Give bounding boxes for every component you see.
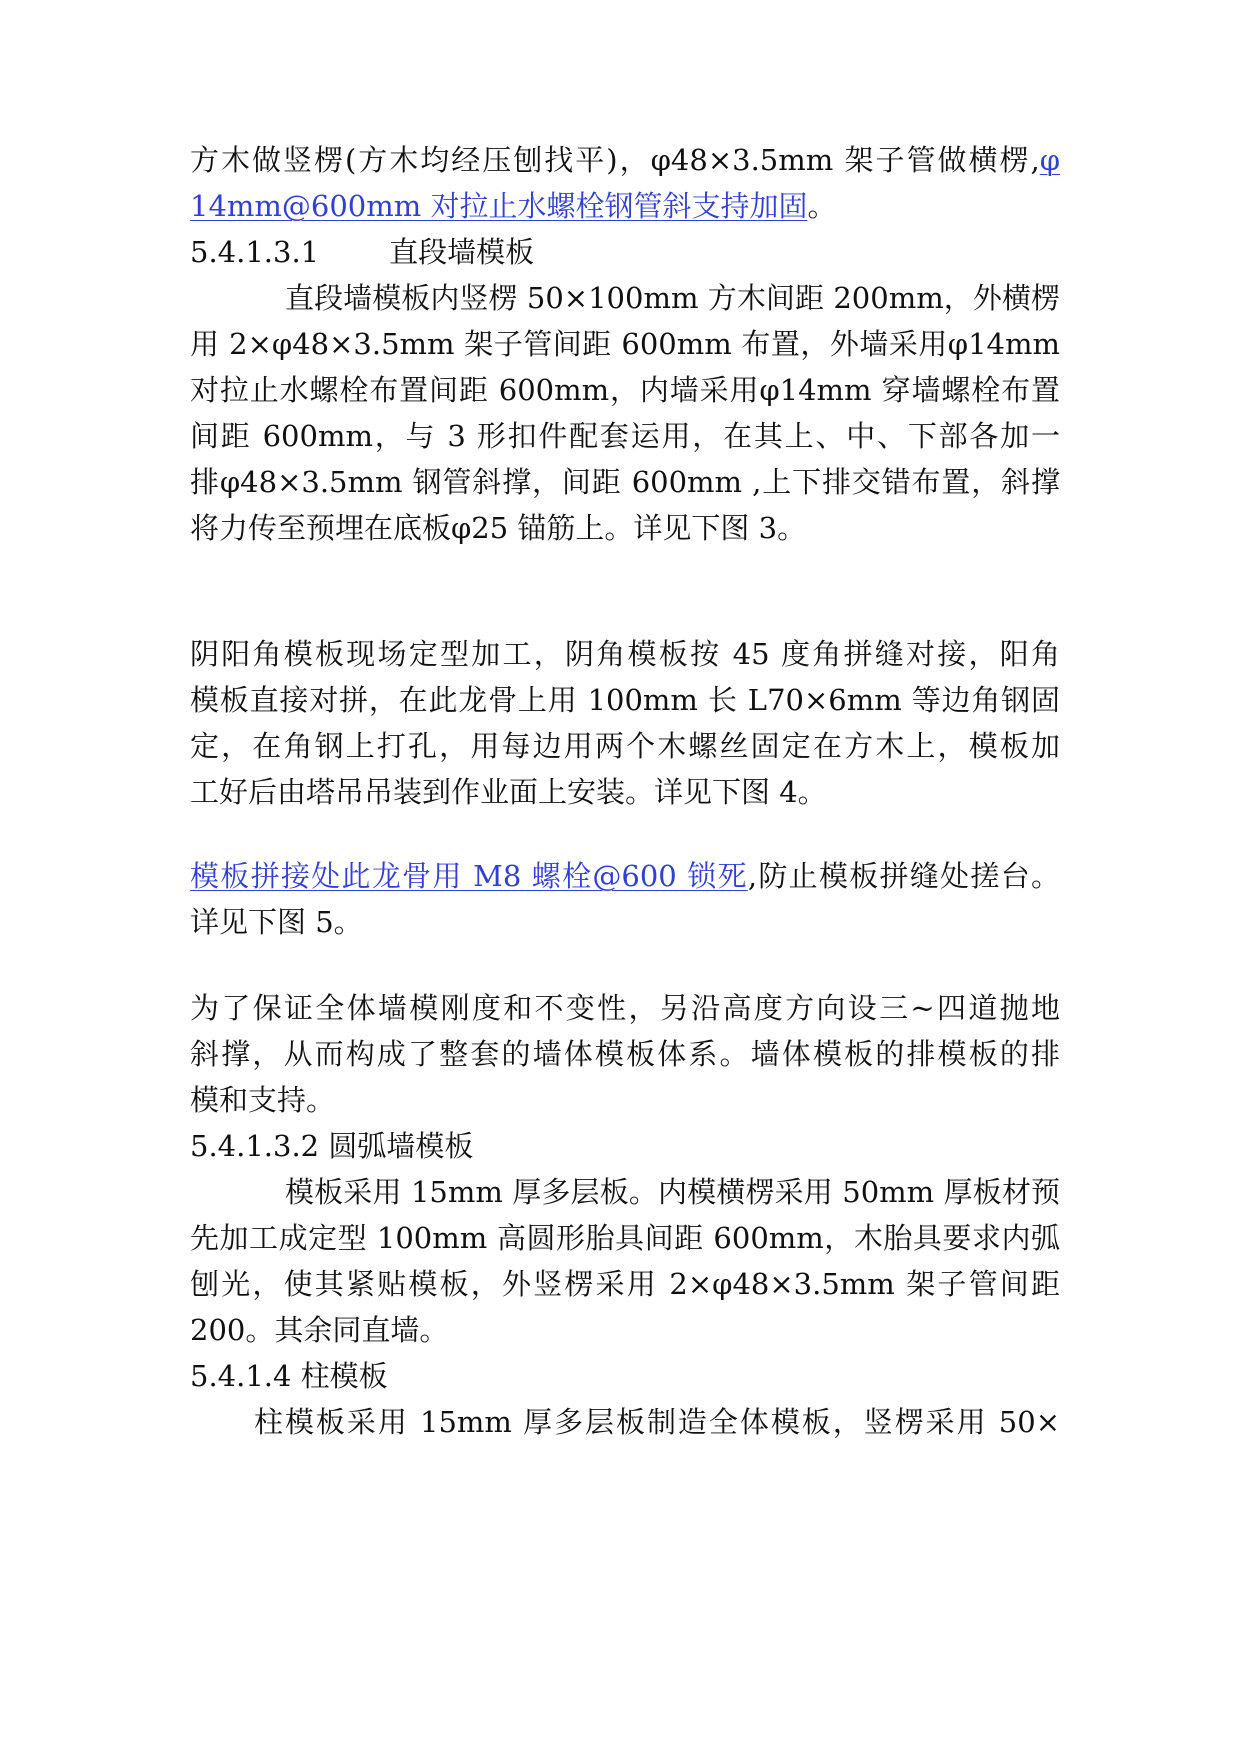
paragraph-line: 排φ48×3.5mm 钢管斜撑，间距 600mm ,上下排交错布置，斜撑 [190, 465, 1060, 499]
section-heading: 5.4.1.4 柱模板 [190, 1359, 388, 1393]
text-span: ,防止模板拼缝处搓台。 [747, 859, 1061, 893]
section-heading [190, 228, 1060, 276]
paragraph-line [190, 852, 1060, 900]
paragraph-line: 详见下图 5。 [190, 905, 363, 939]
section-heading: 5.4.1.3.2 圆弧墙模板 [190, 1129, 474, 1163]
paragraph-line: 模板采用 15mm 厚多层板。内模横楞采用 50mm 厚板材预 [285, 1175, 1060, 1209]
paragraph-line: 斜撑，从而构成了整套的墙体模板体系。墙体模板的排模板的排 [190, 1037, 1060, 1071]
paragraph-line: 将力传至预埋在底板φ25 锚筋上。详见下图 3。 [190, 511, 807, 545]
paragraph-line: 模板直接对拼，在此龙骨上用 100mm 长 L70×6mm 等边角钢固 [190, 683, 1060, 717]
paragraph-line: 对拉止水螺栓布置间距 600mm，内墙采用φ14mm 穿墙螺栓布置 [190, 373, 1060, 407]
paragraph-line: 刨光，使其紧贴模板，外竖楞采用 2×φ48×3.5mm 架子管间距 [190, 1267, 1060, 1301]
paragraph-line: 阴阳角模板现场定型加工，阴角模板按 45 度角拼缝对接，阳角 [190, 637, 1060, 671]
section-number: 5.4.1.3.1 [190, 235, 320, 269]
text-span: 方木做竖楞(方木均经压刨找平)，φ48×3.5mm 架子管做横楞, [190, 143, 1040, 177]
paragraph-line: 柱模板采用 15mm 厚多层板制造全体模板，竖楞采用 50× [254, 1405, 1060, 1439]
paragraph-line: 为了保证全体墙模刚度和不变性，另沿高度方向设三~四道抛地 [190, 991, 1060, 1025]
paragraph-line: 直段墙模板内竖楞 50×100mm 方木间距 200mm，外横楞 [285, 281, 1060, 315]
paragraph-line: 模和支持。 [190, 1083, 336, 1117]
hyperlink[interactable]: φ [1039, 143, 1060, 177]
text-line [190, 182, 1060, 230]
paragraph-line: 定，在角钢上打孔，用每边用两个木螺丝固定在方木上，模板加 [190, 729, 1060, 763]
section-title: 直段墙模板 [389, 235, 535, 269]
paragraph-line: 用 2×φ48×3.5mm 架子管间距 600mm 布置，外墙采用φ14mm [190, 327, 1060, 361]
text-line [190, 136, 1060, 184]
paragraph-line: 先加工成定型 100mm 高圆形胎具间距 600mm，木胎具要求内弧 [190, 1221, 1060, 1255]
paragraph-line: 间距 600mm，与 3 形扣件配套运用，在其上、中、下部各加一 [190, 419, 1060, 453]
text-span: 。 [807, 189, 837, 223]
paragraph-line: 工好后由塔吊吊装到作业面上安装。详见下图 4。 [190, 775, 827, 809]
hyperlink[interactable]: 14mm@600mm 对拉止水螺栓钢管斜支持加固 [190, 189, 808, 223]
hyperlink[interactable]: 模板拼接处此龙骨用 M8 螺栓@600 锁死 [190, 859, 748, 893]
paragraph-line: 200。其余同直墙。 [190, 1313, 449, 1347]
